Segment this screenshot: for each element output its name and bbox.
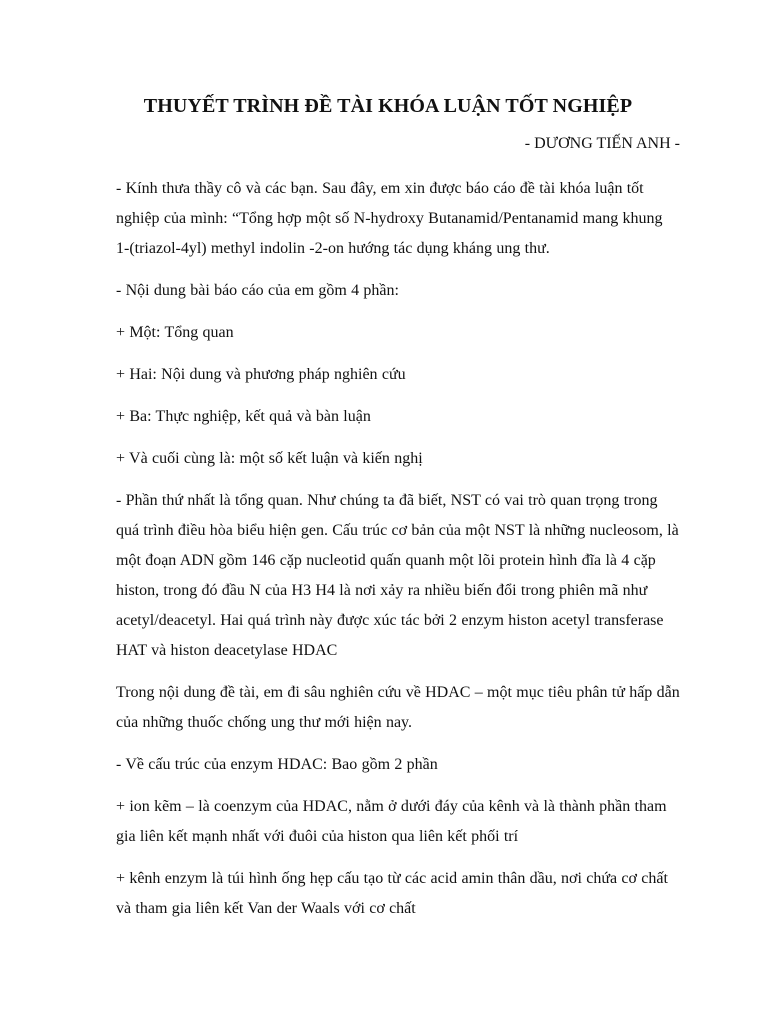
document-author: - DƯƠNG TIẾN ANH - — [524, 135, 680, 152]
paragraph-outline-item-1: + Một: Tổng quan — [116, 324, 234, 341]
document-title: THUYẾT TRÌNH ĐỀ TÀI KHÓA LUẬN TỐT NGHIỆP — [143, 95, 633, 117]
paragraph-enzyme-channel: + kênh enzym là túi hình ống hẹp cấu tạo từ các acid amin thân dầu, nơi chứa cơ chất và tham gia liên kết Van der Waals với cơ chất — [116, 870, 668, 917]
paragraph-hdac-structure: - Về cấu trúc của enzym HDAC: Bao gồm 2 phần — [116, 756, 438, 773]
paragraph-hdac-focus: Trong nội dung đề tài, em đi sâu nghiên cứu về HDAC – một mục tiêu phân tử hấp dẫn của những thuốc chống ung thư mới hiện nay. — [116, 684, 680, 731]
paragraph-intro: - Kính thưa thầy cô và các bạn. Sau đây, em xin được báo cáo đề tài khóa luận tốt nghiệp của mình: “Tổng hợp một số N-hydroxy Butanamid/Pentanamid mang khung 1-(triazol-4yl) methyl indolin -2-on hướng tác dụng kháng ung thư. — [116, 180, 663, 257]
paragraph-outline-item-3: + Ba: Thực nghiệp, kết quả và bàn luận — [116, 408, 371, 425]
paragraph-outline-item-2: + Hai: Nội dung và phương pháp nghiên cứu — [116, 366, 406, 383]
paragraph-overview: - Phần thứ nhất là tổng quan. Như chúng ta đã biết, NST có vai trò quan trọng trong quá trình điều hòa biểu hiện gen. Cấu trúc cơ bản của một NST là những nucleosom, là một đoạn ADN gồm 146 cặp nucleotid quấn quanh một lõi protein hình đĩa là 4 cặp histon, trong đó đầu N của H3 H4 là nơi xảy ra nhiều biến đổi trong phiên mã như acetyl/deacetyl. Hai quá trình này được xúc tác bởi 2 enzym histon acetyl transferase HAT và histon deacetylase HDAC — [116, 492, 679, 659]
paragraph-outline-item-4: + Và cuối cùng là: một số kết luận và kiến nghị — [116, 450, 423, 467]
paragraph-zinc-ion: + ion kẽm – là coenzym của HDAC, nằm ở dưới đáy của kênh và là thành phần tham gia liên kết mạnh nhất với đuôi của histon qua liên kết phối trí — [116, 798, 667, 845]
paragraph-outline-heading: - Nội dung bài báo cáo của em gồm 4 phần: — [116, 282, 399, 299]
